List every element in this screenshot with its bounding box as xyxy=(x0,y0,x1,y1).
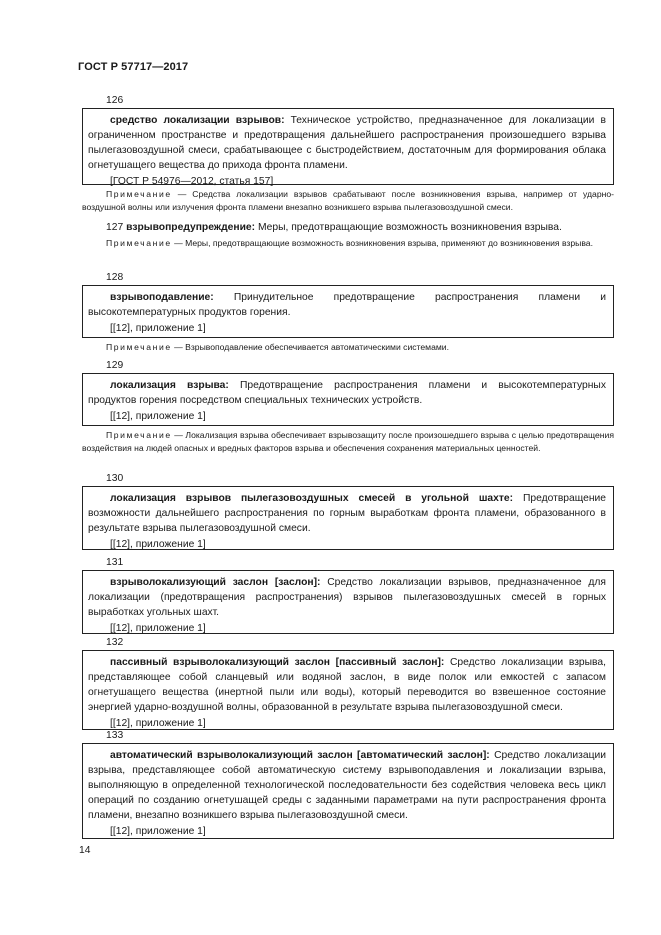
note-text: — Локализация взрыва обеспечивает взрывозащиту после произошедшего взрыва с целью предотвращения воздействия на людей опасных и вредных факторов взрыва и обеспечения сохранения материальных ценностей. xyxy=(82,430,615,453)
entry-number: 132 xyxy=(106,637,124,648)
term-text: Техническое устройство, предназначенное для локализации в ограниченном пространстве и предотвращения дальнейшего распространения произошедшего взрыва пылегазовоздушной смеси, срабатывающее с быстродействием, достаточным для формирования облака огнетушащего вещества до прихода фронта пламени. xyxy=(88,115,606,171)
entry-number: 133 xyxy=(106,730,124,741)
term-source: [[12], приложение 1] xyxy=(110,826,206,837)
term-text: Меры, предотвращающие возможность возникновения взрыва. xyxy=(257,222,562,233)
term-name: локализация взрывов пылегазовоздушных смесей в угольной шахте: xyxy=(110,493,514,504)
note-text: — Средства локализации взрывов срабатывают после возникновения взрыва, например от ударно-воздушной волны или излучения фронта пламени внезапно возникшего взрыва пылегазовоздушной смеси. xyxy=(82,189,614,212)
term-text: Предотвращение возможности дальнейшего распространения по горным выработкам фронта пламени, образованного в результате взрыва пылегазовоздушной смеси. xyxy=(88,493,606,534)
note-text: — Меры, предотвращающие возможность возникновения взрыва, применяют до возникновения взрыва. xyxy=(174,238,593,248)
term-definition xyxy=(88,378,606,408)
document-header: ГОСТ Р 57717—2017 xyxy=(78,61,189,73)
term-box xyxy=(82,285,614,338)
term-box xyxy=(82,373,614,426)
term-definition xyxy=(88,575,606,620)
page-number: 14 xyxy=(79,845,91,856)
term-box xyxy=(82,570,614,634)
term-name: средство локализации взрывов: xyxy=(110,115,285,126)
term-source: [[12], приложение 1] xyxy=(110,323,206,334)
entry-number: 126 xyxy=(106,95,124,106)
term-name: локализация взрыва: xyxy=(110,380,229,391)
entry-number: 130 xyxy=(106,473,124,484)
term-text: Средство локализации взрывов, предназначенное для локализации (предотвращения распространения) взрывов пылегазовоздушных смесей в горных выработках угольных шахт. xyxy=(88,577,606,618)
term-note xyxy=(82,188,614,213)
note-label: Примечание xyxy=(106,238,172,248)
term-note xyxy=(82,341,614,354)
term-definition xyxy=(88,113,606,173)
term-definition xyxy=(82,221,614,235)
term-note xyxy=(82,237,614,250)
entry-number: 129 xyxy=(106,360,124,371)
term-source: [[12], приложение 1] xyxy=(110,718,206,729)
term-source: [[12], приложение 1] xyxy=(110,411,206,422)
term-name: автоматический взрыволокализующий заслон [автоматический заслон]: xyxy=(110,750,490,761)
term-definition xyxy=(88,491,606,536)
term-definition xyxy=(88,290,606,320)
term-text: Средство локализации взрыва, представляющее собой автоматическую систему взрывоподавления и локализации взрыва, выполняющую в определенной технологической последовательности без содействия человека весь цикл операций по созданию огнетушащей среды с заданными параметрами на пути распространения фронта пламени, внезапно возникшего взрыва пылегазовоздушной смеси. xyxy=(88,750,606,821)
note-label: Примечание xyxy=(106,430,172,440)
term-text: Принудительное предотвращение распространения пламени и высокотемпературных продуктов горения. xyxy=(88,292,606,318)
term-name: взрывопредупреждение: xyxy=(126,222,256,233)
term-name: взрыволокализующий заслон [заслон]: xyxy=(110,577,321,588)
entry-number: 131 xyxy=(106,557,124,568)
term-name: пассивный взрыволокализующий заслон [пассивный заслон]: xyxy=(110,657,445,668)
entry-number: 128 xyxy=(106,272,124,283)
note-label: Примечание xyxy=(106,342,172,352)
note-label: Примечание xyxy=(106,189,172,199)
term-box xyxy=(82,650,614,730)
term-note xyxy=(82,429,614,454)
term-text: Средство локализации взрыва, представляющее собой сланцевый или водяной заслон, в виде полок или емкостей с запасом огнетушащего вещества (инертной пыли или воды), который переводится во взвешенное состояние энергией ударно-воздушной волны, образованной в результате взрыва пылегазовоздушной смеси. xyxy=(88,657,606,713)
note-text: — Взрывоподавление обеспечивается автоматическими системами. xyxy=(174,342,449,352)
term-name: взрывоподавление: xyxy=(110,292,214,303)
term-box xyxy=(82,743,614,839)
term-box xyxy=(82,108,614,185)
entry-number: 127 xyxy=(106,222,124,233)
term-box xyxy=(82,486,614,550)
term-source: [[12], приложение 1] xyxy=(110,539,206,550)
term-text: Предотвращение распространения пламени и высокотемпературных продуктов горения посредством специальных технических устройств. xyxy=(88,380,606,406)
term-definition xyxy=(88,748,606,823)
term-definition xyxy=(88,655,606,715)
term-source: [[12], приложение 1] xyxy=(110,623,206,634)
term-source: [ГОСТ Р 54976—2012, статья 157] xyxy=(110,176,274,187)
